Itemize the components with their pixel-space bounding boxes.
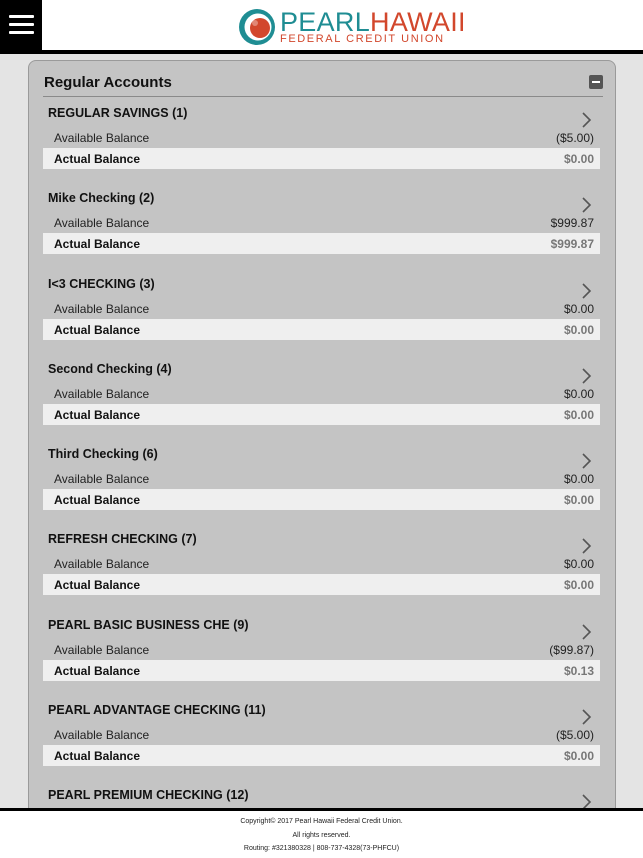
account-list [43,98,600,808]
account-item[interactable] [43,183,600,268]
logo-hawaii-text: HAWAII [370,7,466,37]
actual-balance-row [43,574,600,595]
available-balance-value: $0.00 [563,301,594,316]
footer [0,811,643,858]
available-balance-label: Available Balance [54,131,150,145]
available-balance-label: Available Balance [54,557,150,572]
available-balance-value: $999.87 [550,216,594,231]
actual-balance-value: $0.00 [563,152,594,166]
actual-balance-row [43,745,600,766]
available-balance-value: $0.00 [563,386,594,401]
account-name[interactable]: REFRESH CHECKING (7) [48,532,197,547]
chevron-right-icon[interactable] [581,538,592,554]
actual-balance-label: Actual Balance [54,152,141,166]
actual-balance-value: $0.13 [563,663,594,678]
chevron-right-icon[interactable] [581,624,592,640]
app-header [0,0,643,50]
actual-balance-value: $999.87 [550,237,594,252]
available-balance-value: ($99.87) [549,642,594,657]
actual-balance-value: $0.00 [563,749,594,764]
account-name[interactable]: Third Checking (6) [48,447,158,462]
available-balance-label: Available Balance [54,728,150,743]
account-item[interactable] [43,524,600,609]
chevron-right-icon[interactable] [581,283,592,299]
available-balance-label: Available Balance [54,642,150,657]
actual-balance-label: Actual Balance [54,322,141,337]
logo-pearl-text: PEARL [280,7,371,37]
logo-wordmark [280,8,466,36]
chevron-right-icon[interactable] [581,112,592,128]
actual-balance-label: Actual Balance [54,749,141,764]
footer-rights: All rights reserved. [292,831,351,839]
actual-balance-label: Actual Balance [54,663,141,678]
chevron-right-icon[interactable] [581,794,592,808]
chevron-right-icon[interactable] [581,453,592,469]
account-item[interactable] [43,610,600,695]
actual-balance-label: Actual Balance [54,578,141,593]
pearl-hawaii-logo [238,6,466,48]
account-item[interactable] [43,354,600,439]
hamburger-menu-icon[interactable] [0,0,42,50]
account-name[interactable]: REGULAR SAVINGS (1) [48,106,188,120]
available-balance-value: ($5.00) [555,131,594,145]
account-name[interactable]: PEARL ADVANTAGE CHECKING (11) [48,703,266,718]
account-item[interactable] [43,439,600,524]
logo-tagline: FEDERAL CREDIT UNION [280,33,445,45]
actual-balance-value: $0.00 [563,407,594,422]
account-item[interactable] [43,780,600,808]
collapse-icon[interactable] [589,75,603,89]
account-name[interactable]: PEARL PREMIUM CHECKING (12) [48,788,249,803]
actual-balance-label: Actual Balance [54,237,141,252]
actual-balance-row [43,319,600,340]
footer-routing: Routing: #321380328 | 808-737-4328(73-PHFCU) [243,845,400,852]
available-balance-value: $0.00 [563,557,594,572]
chevron-right-icon[interactable] [581,709,592,725]
footer-copyright: Copyright© 2017 Pearl Hawaii Federal Credit Union. [240,818,403,825]
available-balance-label: Available Balance [54,472,150,487]
account-name[interactable]: PEARL BASIC BUSINESS CHE (9) [48,617,249,632]
panel-title: Regular Accounts [44,74,172,91]
actual-balance-row [43,489,600,510]
actual-balance-row [43,233,600,254]
available-balance-label: Available Balance [54,301,150,316]
account-name[interactable]: I<3 CHECKING (3) [48,276,155,291]
available-balance-label: Available Balance [54,386,150,401]
actual-balance-value: $0.00 [563,493,594,508]
chevron-right-icon[interactable] [581,368,592,384]
account-item[interactable] [43,269,600,354]
logo-mark-icon [238,8,276,46]
chevron-right-icon[interactable] [581,197,592,213]
actual-balance-label: Actual Balance [54,407,141,422]
account-name[interactable]: Mike Checking (2) [48,191,155,206]
available-balance-label: Available Balance [54,216,150,231]
actual-balance-row [43,148,600,169]
actual-balance-value: $0.00 [563,578,594,593]
actual-balance-value: $0.00 [563,322,594,337]
actual-balance-row [43,404,600,425]
actual-balance-row [43,660,600,681]
panel-divider [43,96,603,97]
content-area[interactable] [0,54,643,808]
account-name[interactable]: Second Checking (4) [48,361,172,376]
available-balance-value: $0.00 [563,472,594,487]
account-item[interactable] [43,98,600,183]
regular-accounts-panel [28,60,616,808]
actual-balance-label: Actual Balance [54,493,141,508]
available-balance-value: ($5.00) [555,728,594,743]
account-item[interactable] [43,695,600,780]
